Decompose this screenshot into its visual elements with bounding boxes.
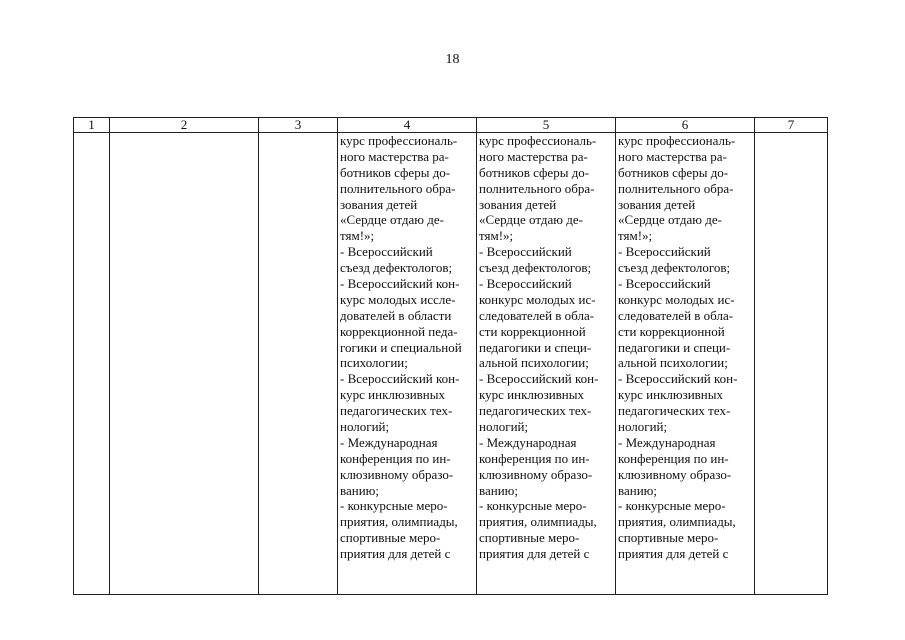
cell-text-line: - Всероссийский [340,244,433,260]
cell-text-line: ботников сферы до- [618,164,729,180]
cell-text-line: приятия, олимпиады, [479,514,597,530]
cell-text-line: приятия, олимпиады, [340,514,458,530]
cell-text-line: педагогики и специ- [618,339,731,355]
cell-text-line: - Международная [618,434,716,450]
cell-text-line: - Международная [340,434,438,450]
cell-text-line: - Всероссийский [618,276,711,292]
cell-text-line: съезд дефектологов; [340,260,453,276]
cell-text-line: курс инклюзивных [479,387,585,403]
cell-text-line: курс профессиональ- [479,133,597,148]
cell-text-line: - конкурсные меро- [340,498,448,514]
cell-text-line: сти коррекционной [618,323,725,339]
cell-text-line: гогики и специальной [340,339,462,355]
cell-text-line: полнительного обра- [479,180,595,196]
cell-text-line: - Всероссийский кон- [340,276,460,292]
cell-text-line: приятия для детей с [340,546,451,562]
cell-text-line: конференция по ин- [618,450,729,466]
cell-text-line: - Международная [479,434,577,450]
cell-col-7 [755,133,828,595]
cell-text-line: приятия для детей с [479,546,590,562]
cell-text-line: курс молодых иссле- [340,291,456,307]
cell-text-line: альной психологии; [479,355,589,371]
cell-text-line: полнительного обра- [618,180,734,196]
cell-text-line: нологий; [618,419,668,435]
cell-text-line: ного мастерства ра- [340,148,449,164]
cell-text-line: зования детей [340,196,418,212]
cell-text-line: съезд дефектологов; [479,260,592,276]
cell-text-line: ного мастерства ра- [618,148,727,164]
cell-text-line: конкурс молодых ис- [479,291,596,307]
cell-text-line: курс инклюзивных [618,387,724,403]
cell-text-line: «Сердце отдаю де- [479,212,583,228]
cell-text-line: курс профессиональ- [340,133,458,148]
cell-text-line: зования детей [479,196,557,212]
column-header-4: 4 [338,118,477,133]
cell-text-line: конференция по ин- [340,450,451,466]
cell-text-line: ботников сферы до- [340,164,451,180]
cell-text-line: спортивные меро- [618,530,719,546]
cell-text-line: - конкурсные меро- [618,498,726,514]
cell-text-line: педагогических тех- [479,403,592,419]
cell-text-line: ного мастерства ра- [479,148,588,164]
page-number: 18 [445,52,460,67]
cell-text-line: ванию; [340,482,379,498]
cell-text-line: «Сердце отдаю де- [340,212,444,228]
cell-text-line: конкурс молодых ис- [618,291,735,307]
table-row [74,133,828,595]
cell-text-line: психологии; [340,355,408,371]
cell-text-line: зования детей [618,196,696,212]
cell-text-line: приятия, олимпиады, [618,514,736,530]
cell-text-line: - конкурсные меро- [479,498,587,514]
cell-text-line: «Сердце отдаю де- [618,212,722,228]
cell-text-line: - Всероссийский кон- [618,371,738,387]
cell-text-line: нологий; [479,419,529,435]
cell-col-2 [110,133,259,595]
cell-text-line: тям!»; [479,228,514,244]
column-header-1: 1 [74,118,110,133]
cell-text-line: дователей в области [340,307,452,323]
cell-col-3 [259,133,338,595]
cell-col-4 [338,133,477,595]
column-header-6: 6 [616,118,755,133]
cell-text-line: съезд дефектологов; [618,260,731,276]
cell-col-6 [616,133,755,595]
cell-text-line: педагогики и специ- [479,339,592,355]
column-header-5: 5 [477,118,616,133]
cell-text-line: нологий; [340,419,390,435]
cell-text-line: курс инклюзивных [340,387,446,403]
cell-text-line: - Всероссийский [618,244,711,260]
cell-text-line: сти коррекционной [479,323,586,339]
cell-text-line: приятия для детей с [618,546,729,562]
header-row [74,118,828,133]
cell-text-line: следователей в обла- [618,307,734,323]
cell-text-line: тям!»; [340,228,375,244]
cell-text-line: следователей в обла- [479,307,595,323]
cell-text-line: - Всероссийский [479,276,572,292]
cell-text-line: - Всероссийский кон- [340,371,460,387]
cell-text-line: альной психологии; [618,355,728,371]
column-header-2: 2 [110,118,259,133]
cell-text-line: курс профессиональ- [618,133,736,148]
cell-text-line: - Всероссийский кон- [479,371,599,387]
cell-text-line: клюзивному образо- [340,466,454,482]
cell-text-line: клюзивному образо- [618,466,732,482]
cell-text-line: педагогических тех- [618,403,731,419]
cell-col-5 [477,133,616,595]
cell-text-line: спортивные меро- [340,530,441,546]
cell-text-line: тям!»; [618,228,653,244]
document-table [73,117,828,595]
cell-text-line: - Всероссийский [479,244,572,260]
cell-text-line: полнительного обра- [340,180,456,196]
cell-text-line: педагогических тех- [340,403,453,419]
cell-text-line: спортивные меро- [479,530,580,546]
cell-text-line: коррекционной педа- [340,323,458,339]
cell-col-1 [74,133,110,595]
column-header-7: 7 [755,118,828,133]
cell-text-line: ботников сферы до- [479,164,590,180]
cell-text-line: конференция по ин- [479,450,590,466]
cell-text-line: ванию; [618,482,657,498]
cell-text-line: клюзивному образо- [479,466,593,482]
cell-text-line: ванию; [479,482,518,498]
column-header-3: 3 [259,118,338,133]
